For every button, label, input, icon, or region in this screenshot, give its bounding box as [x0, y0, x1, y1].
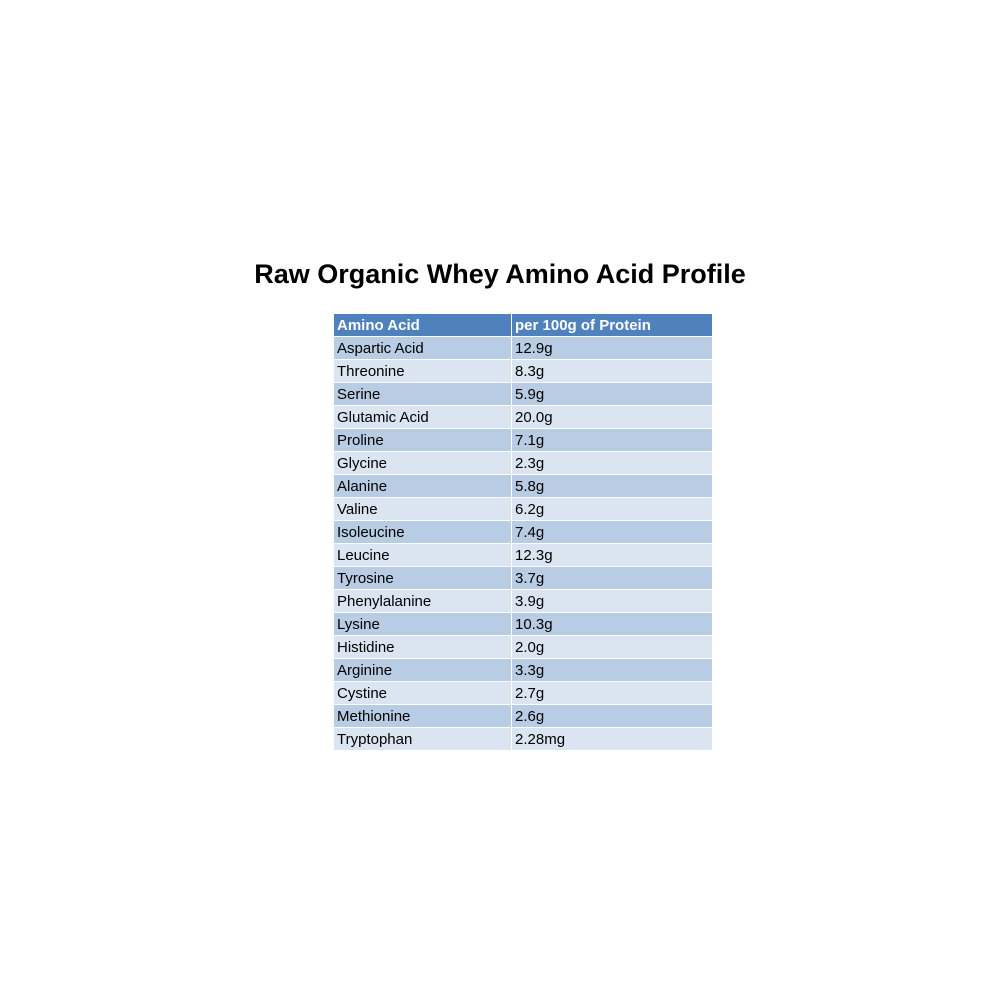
- table-row: [334, 360, 713, 383]
- table-row: [334, 475, 713, 498]
- amino-acid-name: Arginine: [334, 659, 512, 682]
- amino-acid-name: Cystine: [334, 682, 512, 705]
- amino-acid-name: Tryptophan: [334, 728, 512, 751]
- amino-acid-amount: 2.3g: [512, 452, 713, 475]
- amino-acid-name: Tyrosine: [334, 567, 512, 590]
- amino-acid-table: [333, 313, 713, 751]
- amino-acid-name: Valine: [334, 498, 512, 521]
- amino-acid-name: Lysine: [334, 613, 512, 636]
- amino-acid-amount: 2.6g: [512, 705, 713, 728]
- amino-acid-amount: 5.8g: [512, 475, 713, 498]
- amino-acid-name: Serine: [334, 383, 512, 406]
- table-row: [334, 682, 713, 705]
- table-row: [334, 590, 713, 613]
- table-row: [334, 636, 713, 659]
- table-row: [334, 337, 713, 360]
- amino-acid-amount: 2.7g: [512, 682, 713, 705]
- amino-acid-name: Glutamic Acid: [334, 406, 512, 429]
- amino-acid-name: Methionine: [334, 705, 512, 728]
- amino-acid-amount: 12.3g: [512, 544, 713, 567]
- table-row: [334, 659, 713, 682]
- table-row: [334, 544, 713, 567]
- table-row: [334, 498, 713, 521]
- amino-acid-amount: 5.9g: [512, 383, 713, 406]
- amino-acid-name: Aspartic Acid: [334, 337, 512, 360]
- amino-acid-amount: 20.0g: [512, 406, 713, 429]
- table-row: [334, 429, 713, 452]
- amino-acid-name: Histidine: [334, 636, 512, 659]
- table-row: [334, 452, 713, 475]
- amino-acid-amount: 7.1g: [512, 429, 713, 452]
- table-row: [334, 728, 713, 751]
- amino-acid-name: Leucine: [334, 544, 512, 567]
- column-header-per-100g: per 100g of Protein: [512, 314, 713, 337]
- amino-acid-amount: 6.2g: [512, 498, 713, 521]
- amino-acid-name: Proline: [334, 429, 512, 452]
- amino-acid-amount: 12.9g: [512, 337, 713, 360]
- table-header-row: [334, 314, 713, 337]
- page-title: Raw Organic Whey Amino Acid Profile: [254, 259, 746, 289]
- amino-acid-amount: 10.3g: [512, 613, 713, 636]
- table-row: [334, 406, 713, 429]
- table-row: [334, 383, 713, 406]
- table-row: [334, 521, 713, 544]
- amino-acid-amount: 2.28mg: [512, 728, 713, 751]
- table-row: [334, 613, 713, 636]
- amino-acid-amount: 2.0g: [512, 636, 713, 659]
- amino-acid-name: Glycine: [334, 452, 512, 475]
- amino-acid-name: Phenylalanine: [334, 590, 512, 613]
- amino-acid-amount: 3.7g: [512, 567, 713, 590]
- table-row: [334, 705, 713, 728]
- amino-acid-name: Isoleucine: [334, 521, 512, 544]
- amino-acid-amount: 3.3g: [512, 659, 713, 682]
- table-row: [334, 567, 713, 590]
- amino-acid-amount: 8.3g: [512, 360, 713, 383]
- amino-acid-name: Threonine: [334, 360, 512, 383]
- column-header-amino-acid: Amino Acid: [334, 314, 512, 337]
- amino-acid-name: Alanine: [334, 475, 512, 498]
- amino-acid-amount: 3.9g: [512, 590, 713, 613]
- amino-acid-amount: 7.4g: [512, 521, 713, 544]
